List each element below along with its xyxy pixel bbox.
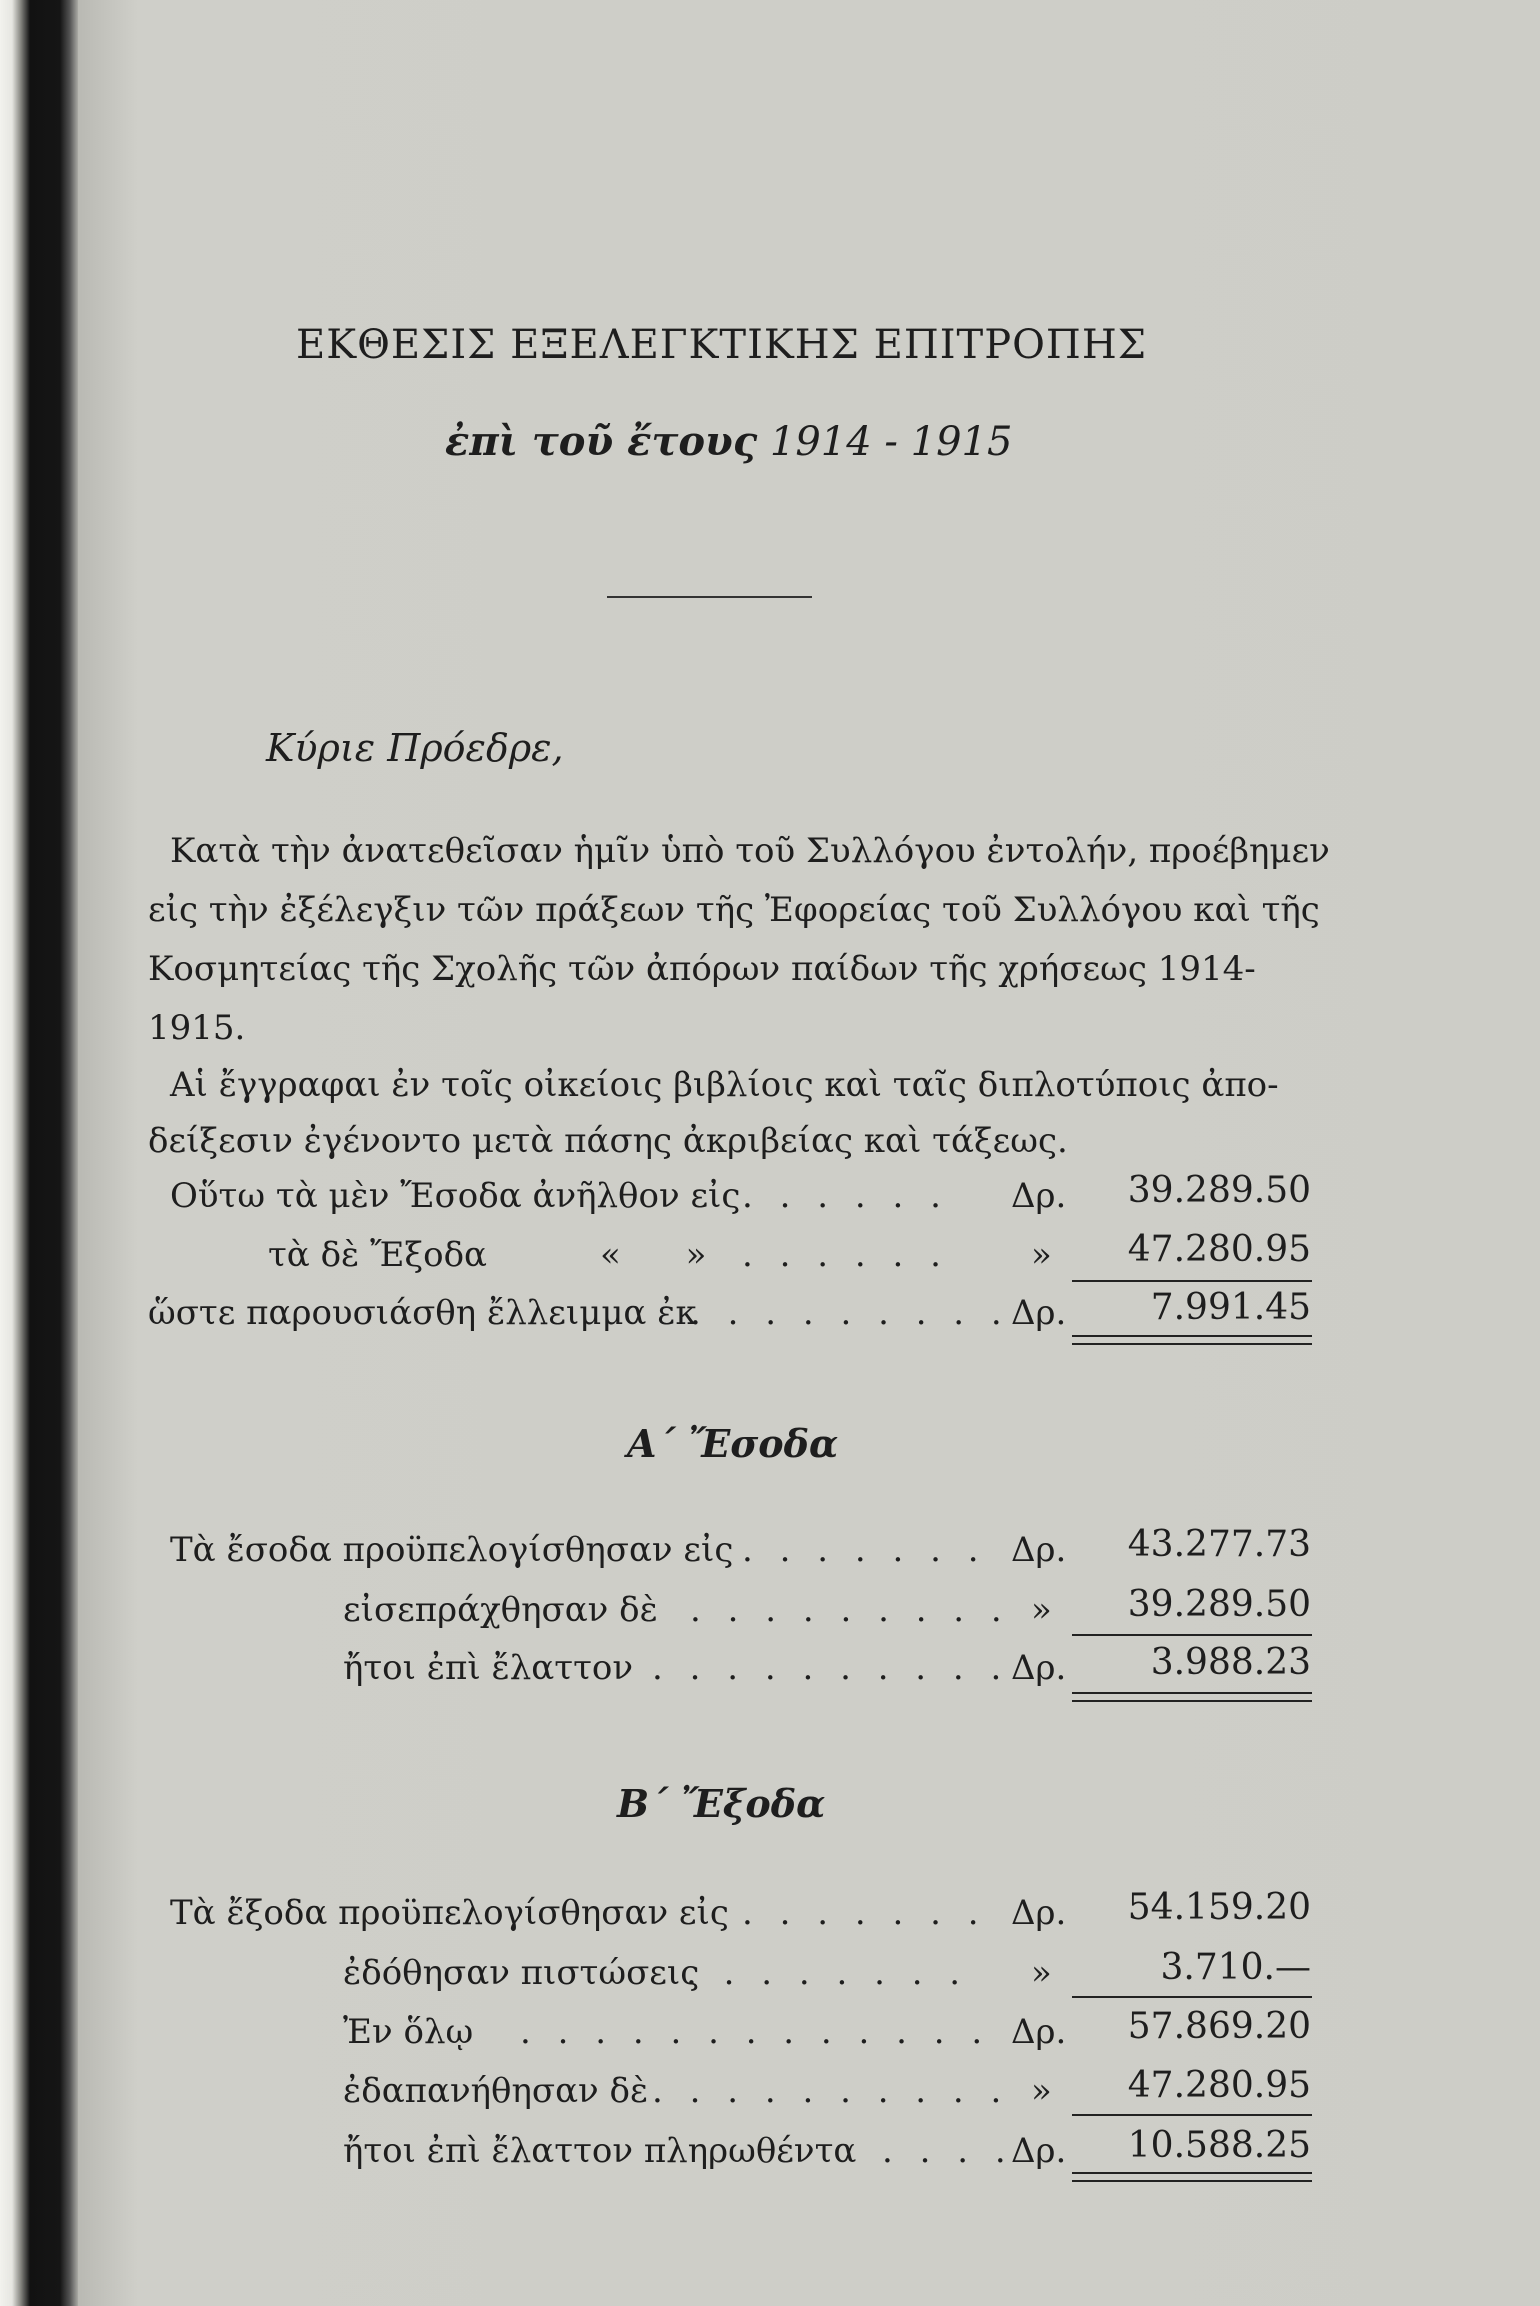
ditto-marks: « »	[600, 1235, 707, 1275]
subtotal-rule	[1072, 2114, 1312, 2116]
leader-dots: . . . . . . . . . .	[652, 2071, 1010, 2111]
leader-dots: . . . . . .	[742, 1235, 949, 1275]
income-label: ἤτοι ἐπὶ ἔλαττον	[343, 1648, 634, 1688]
leader-dots: . . . .	[882, 2131, 1014, 2171]
total-double-rule	[1072, 1692, 1312, 1702]
leader-dots: . . . . . . . .	[686, 1953, 969, 1993]
amount-value: 3.710.—	[1160, 1947, 1311, 1988]
subtitle-prefix: ἐπὶ τοῦ ἔτους	[445, 418, 758, 465]
currency-label: Δρ.	[1011, 1530, 1067, 1570]
expense-label: ἐδαπανήθησαν δὲ	[343, 2071, 649, 2111]
amount-value: 10.588.25	[1127, 2125, 1311, 2166]
currency-label: Δρ.	[1011, 1176, 1067, 1216]
expense-label: Ἐν ὅλῳ	[343, 2012, 474, 2052]
subtotal-rule	[1072, 1634, 1312, 1636]
expense-label: ἤτοι ἐπὶ ἔλαττον πληρωθέντα	[343, 2131, 857, 2171]
summary-label: Οὕτω τὰ μὲν Ἔσοδα ἀνῆλθον εἰς	[170, 1176, 741, 1216]
salutation: Κύριε Πρόεδρε,	[266, 726, 564, 770]
total-double-rule	[1072, 1335, 1312, 1345]
currency-label: Δρ.	[1011, 2012, 1067, 2052]
intro-line: Αἱ ἔγγραφαι ἐν τοῖς οἰκείοις βιβλίοις καὶ ταῖς διπλοτύποις ἀπο-	[170, 1065, 1279, 1105]
amount-value: 39.289.50	[1127, 1170, 1311, 1211]
leader-dots: . . . . . . .	[742, 1893, 987, 1933]
leader-dots: . . . . . . . . .	[690, 1590, 1010, 1630]
amount-value: 54.159.20	[1127, 1887, 1311, 1928]
summary-label: τὰ δὲ Ἔξοδα	[268, 1235, 488, 1275]
currency-label: Δρ.	[1011, 1293, 1067, 1333]
leader-dots: . . . . . . . . .	[690, 1293, 1010, 1333]
page-title: ΕΚΘΕΣΙΣ ΕΞΕΛΕΓΚΤΙΚΗΣ ΕΠΙΤΡΟΠΗΣ	[296, 322, 1147, 368]
intro-line: 1915.	[148, 1008, 246, 1048]
intro-line: εἰς τὴν ἐξέλεγξιν τῶν πράξεων τῆς Ἐφορείας τοῦ Συλλόγου καὶ τῆς	[148, 890, 1320, 930]
subtotal-rule	[1072, 1280, 1312, 1282]
section-heading-income: Α΄ Ἔσοδα	[627, 1421, 839, 1466]
intro-line: Κοσμητείας τῆς Σχολῆς τῶν ἀπόρων παίδων τῆς χρήσεως 1914-	[148, 949, 1256, 989]
page-subtitle	[445, 418, 1012, 465]
amount-value: 47.280.95	[1127, 2065, 1311, 2106]
intro-line: δείξεσιν ἐγένοντο μετὰ πάσης ἀκριβείας καὶ τάξεως.	[148, 1121, 1068, 1161]
leader-dots: . . . . . . . . . .	[652, 1648, 1010, 1688]
subtitle-years: 1914 - 1915	[769, 419, 1013, 465]
section-heading-expenses: Β΄ Ἔξοδα	[617, 1781, 826, 1826]
amount-value: 39.289.50	[1127, 1584, 1311, 1625]
currency-label: Δρ.	[1011, 1893, 1067, 1933]
title-divider	[607, 596, 812, 598]
income-label: Τὰ ἔσοδα προϋπελογίσθησαν εἰς	[170, 1530, 734, 1570]
summary-label: ὥστε παρουσιάσθη ἔλλειμμα ἐκ	[148, 1293, 697, 1333]
currency-label: »	[1031, 1235, 1052, 1275]
currency-label: »	[1031, 2071, 1052, 2111]
subtotal-rule	[1072, 1996, 1312, 1998]
leader-dots: . . . . . .	[742, 1176, 949, 1216]
amount-value: 7.991.45	[1150, 1287, 1311, 1328]
amount-value: 57.869.20	[1127, 2006, 1311, 2047]
intro-line: Κατὰ τὴν ἀνατεθεῖσαν ἡμῖν ὑπὸ τοῦ Συλλόγου ἐντολήν, προέβημεν	[170, 831, 1330, 871]
currency-label: »	[1031, 1953, 1052, 1993]
income-label: εἰσεπράχθησαν δὲ	[343, 1590, 658, 1630]
currency-label: Δρ.	[1011, 1648, 1067, 1688]
expense-label: Τὰ ἔξοδα προϋπελογίσθησαν εἰς	[170, 1893, 729, 1933]
total-double-rule	[1072, 2172, 1312, 2182]
currency-label: Δρ.	[1011, 2131, 1067, 2171]
currency-label: »	[1031, 1590, 1052, 1630]
expense-label: ἐδόθησαν πιστώσεις	[343, 1953, 700, 1993]
amount-value: 47.280.95	[1127, 1229, 1311, 1270]
amount-value: 3.988.23	[1150, 1642, 1311, 1683]
leader-dots: . . . . . . . . . . . . .	[520, 2012, 991, 2052]
amount-value: 43.277.73	[1127, 1524, 1311, 1565]
book-binding-edge	[0, 0, 78, 2306]
leader-dots: . . . . . . .	[742, 1530, 987, 1570]
